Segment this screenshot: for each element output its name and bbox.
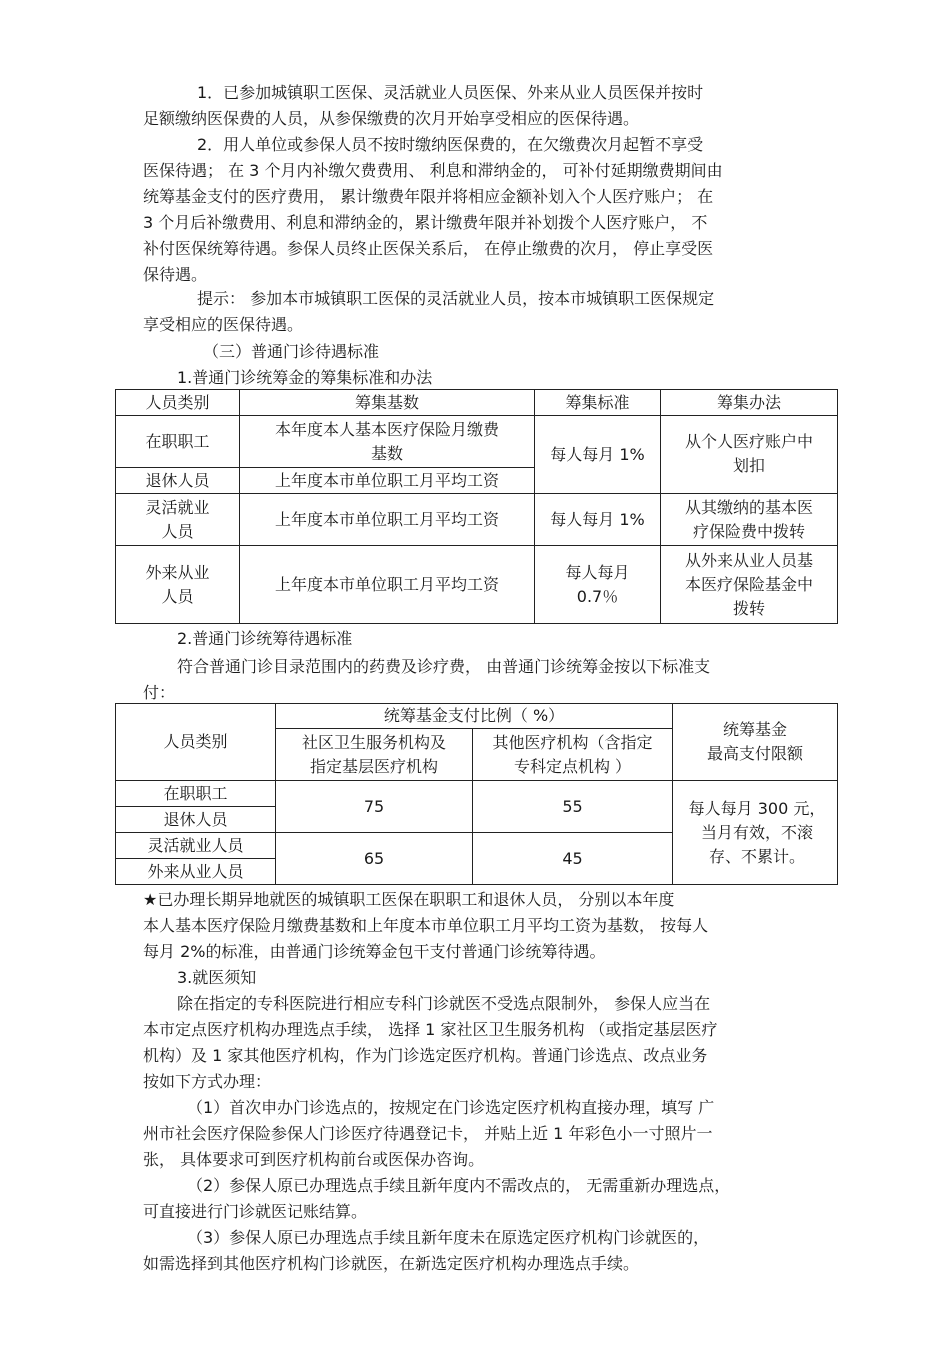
method-cell: [661, 416, 838, 494]
item3-line: （3）参保人原已办理选点手续且新年度未在原选定医疗机构门诊就医的，: [187, 1228, 710, 1247]
para2-line: 2．用人单位或参保人员不按时缴纳医保费的，在欠缴费次月起暂不享受: [197, 135, 704, 154]
subsection-title: 1.普通门诊统筹金的筹集标准和办法: [177, 368, 433, 387]
sub3-line: 除在指定的专科医院进行相应专科门诊就医不受选点限制外， 参保人应当在: [177, 994, 711, 1013]
cell-line: 其他医疗机构（含指定: [492, 732, 653, 752]
ratio-cell: 75: [276, 781, 473, 833]
cell-line: 人员: [161, 586, 194, 606]
cell-line: 指定基层医疗机构: [309, 756, 438, 776]
sub3-line: 本市定点医疗机构办理选点手续， 选择 1 家社区卫生服务机构 （或指定基层医疗: [143, 1020, 718, 1039]
table-row: [116, 781, 838, 807]
cell-line: 每人每月 300 元，: [688, 798, 826, 818]
cell-line: 划扣: [732, 456, 765, 475]
cell-line: 每人每月: [565, 562, 630, 582]
item2-line: 可直接进行门诊就医记账结算。: [143, 1202, 368, 1221]
cell-line: 本年度本人基本医疗保险月缴费: [274, 419, 499, 439]
category-cell: 外来从业人员: [116, 859, 276, 885]
header-cell: 筹集基数: [240, 390, 535, 416]
tip-line: 享受相应的医保待遇。: [143, 315, 304, 334]
category-cell: 退休人员: [116, 807, 276, 833]
cell-line: 当月有效，不滚: [701, 822, 814, 842]
sub2-line: 符合普通门诊目录范围内的药费及诊疗费， 由普通门诊统筹金按以下标准支: [177, 657, 711, 676]
cell-line: 灵活就业: [145, 497, 210, 517]
item1-line: 张， 具体要求可到医疗机构前台或医保办咨询。: [143, 1150, 485, 1169]
header-cell: 筹集办法: [661, 390, 838, 416]
cell-line: 拨转: [732, 598, 765, 618]
cell-line: 疗保险费中拨转: [692, 521, 805, 541]
cell-line: 专科定点机构 ）: [513, 756, 632, 776]
sub3-line: 机构）及 1 家其他医疗机构，作为门诊选定医疗机构。普通门诊选点、改点业务: [143, 1046, 708, 1065]
header-cell: 人员类别: [116, 390, 240, 416]
cell-line: 从个人医疗账户中: [684, 432, 813, 451]
max-limit-cell: [673, 781, 838, 885]
header-cell: 人员类别: [116, 704, 276, 781]
item2-line: （2）参保人原已办理选点手续且新年度内不需改点的， 无需重新办理选点，: [187, 1176, 731, 1195]
category-cell: 在职职工: [116, 416, 240, 468]
ratio-cell: 65: [276, 833, 473, 885]
item3-line: 如需选择到其他医疗机构门诊就医，在新选定医疗机构办理选点手续。: [143, 1254, 640, 1273]
subsection-title: 2.普通门诊统筹待遇标准: [177, 629, 353, 648]
ratio-cell: 55: [473, 781, 673, 833]
cell-line: 从其缴纳的基本医: [684, 497, 813, 517]
cell-line: 统筹基金: [723, 720, 788, 739]
base-cell: 上年度本市单位职工月平均工资: [240, 546, 535, 624]
item1-line: （1）首次申办门诊选点的，按规定在门诊选定医疗机构直接办理，填写 广: [187, 1098, 715, 1117]
para2-line: 保待遇。: [143, 265, 208, 284]
ratio-cell: 45: [473, 833, 673, 885]
standard-cell: 每人每月 1%: [535, 494, 661, 546]
header-cell: [473, 729, 673, 781]
method-cell: [661, 494, 838, 546]
header-cell: 统筹基金支付比例（ %）: [276, 704, 673, 729]
category-cell: 在职职工: [116, 781, 276, 807]
base-cell: 上年度本市单位职工月平均工资: [240, 494, 535, 546]
star-note-line: 每月 2%的标准，由普通门诊统筹金包干支付普通门诊统筹待遇。: [143, 942, 606, 961]
cell-line: 人员: [161, 521, 194, 541]
header-cell: 筹集标准: [535, 390, 661, 416]
cell-line: 本医疗保险基金中: [684, 574, 813, 594]
para1-line: 1．已参加城镇职工医保、灵活就业人员医保、外来从业人员医保并按时: [197, 83, 704, 102]
cell-line: 最高支付限额: [707, 744, 804, 763]
table-row: [116, 416, 838, 468]
item1-line: 州市社会医疗保险参保人门诊医疗待遇登记卡， 并贴上近 1 年彩色小一寸照片一: [143, 1124, 713, 1143]
method-cell: [661, 546, 838, 624]
category-cell: 灵活就业人员: [116, 833, 276, 859]
star-note-line: 本人基本医疗保险月缴费基数和上年度本市单位职工月平均工资为基数， 按每人: [143, 916, 709, 935]
category-cell: 退休人员: [116, 468, 240, 494]
category-cell: [116, 494, 240, 546]
header-cell: [276, 729, 473, 781]
standard-cell: 每人每月 1%: [535, 416, 661, 494]
para2-line: 医保待遇； 在 3 个月内补缴欠费费用、 利息和滞纳金的， 可补付延期缴费期间由: [143, 161, 723, 180]
para2-line: 统筹基金支付的医疗费用， 累计缴费年限并将相应金额补划入个人医疗账户； 在: [143, 187, 714, 206]
tip-line: 提示： 参加本市城镇职工医保的灵活就业人员，按本市城镇职工医保规定: [197, 289, 715, 308]
cell-line: 0.7％: [576, 586, 619, 606]
para1-line: 足额缴纳医保费的人员，从参保缴费的次月开始享受相应的医保待遇。: [143, 109, 640, 128]
base-cell: 上年度本市单位职工月平均工资: [240, 468, 535, 494]
funding-table: [115, 389, 838, 624]
subsection-title: 3.就医须知: [177, 968, 257, 987]
reimbursement-table: [115, 703, 838, 885]
base-cell: [240, 416, 535, 468]
sub3-line: 按如下方式办理：: [143, 1072, 272, 1091]
section-title: （三）普通门诊待遇标准: [203, 342, 380, 361]
category-cell: [116, 546, 240, 624]
para2-line: 补付医保统筹待遇。参保人员终止医保关系后， 在停止缴费的次月， 停止享受医: [143, 239, 714, 258]
table-row: [116, 546, 838, 624]
cell-line: 从外来从业人员基: [684, 550, 813, 570]
table-header-row: [116, 704, 838, 729]
star-note-line: ★已办理长期异地就医的城镇职工医保在职职工和退休人员， 分别以本年度: [143, 890, 675, 909]
standard-cell: [535, 546, 661, 624]
table-row: [116, 494, 838, 546]
cell-line: 存、不累计。: [709, 846, 806, 866]
cell-line: 基数: [370, 443, 403, 463]
header-cell: [673, 704, 838, 781]
table-header-row: [116, 390, 838, 416]
para2-line: 3 个月后补缴费用、利息和滞纳金的，累计缴费年限并补划拨个人医疗账户， 不: [143, 213, 708, 232]
sub2-line: 付：: [143, 683, 176, 702]
cell-line: 社区卫生服务机构及: [301, 732, 446, 752]
cell-line: 外来从业: [145, 562, 210, 582]
